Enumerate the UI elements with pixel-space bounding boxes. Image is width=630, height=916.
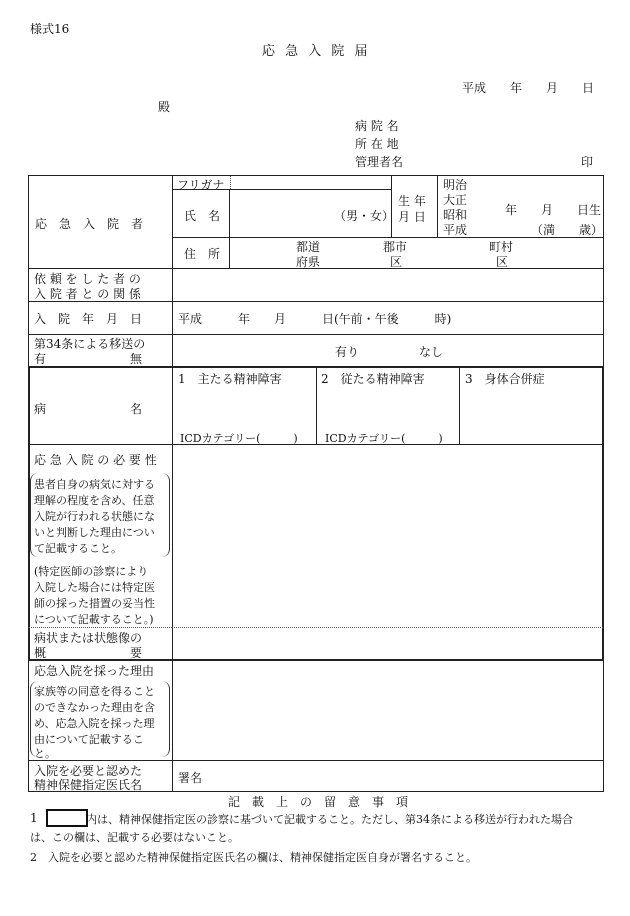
hospital-name-label: 病 院 名 [355,119,399,133]
transfer-value: 有り なし [335,345,444,359]
form-title: 応 急 入 院 届 [262,44,371,59]
birth-ymd: 年 月 日生 [505,203,602,217]
manager-label: 管理者名 [355,155,404,169]
bold-box-sample [46,809,88,827]
city-1: 郡市 [383,240,408,254]
era-meiji: 明治 [443,178,468,192]
disease-label: 病 名 [34,402,143,416]
disease-main: 1 主たる精神障害 [178,372,282,386]
reason-note-2: のできなかった理由を含 [34,701,155,714]
transfer-label-1: 第34条による移送の [34,337,146,351]
necessity-label: 応 急 入 院 の 必 要 性 [34,453,157,467]
admission-date-value: 平成 年 月 日(午前・午後 時) [178,312,452,326]
era-heisei: 平成 [443,223,468,237]
designated-note-3: 師の採った措置の妥当性 [34,597,155,610]
birth-label-1: 生 年 [398,194,426,208]
name-label: 氏 名 [184,209,221,223]
form-number: 様式16 [30,22,70,36]
disease-physical: 3 身体合併症 [465,372,545,386]
reason-note-5: と。 [34,747,56,760]
address-row-label: 住 所 [184,247,221,261]
signature-label: 署名 [178,771,203,785]
note-2: 2 入院を必要と認めた精神保健指定医氏名の欄は、精神保健指定医自身が署名すること。 [30,851,477,864]
requester-label-2: 入 院 者 と の 関 係 [34,287,141,301]
reason-note-4: 由について記載するこ [34,733,144,746]
admission-date-label: 入 院 年 月 日 [34,312,143,326]
sex-choice: （男・女） [334,209,395,223]
age: （満 歳） [531,223,604,237]
date-line: 平成 年 月 日 [462,81,595,95]
condition-label-2: 概 要 [34,646,143,660]
furigana-label: フリガナ [177,178,225,192]
reason-note-1: 家族等の同意を得ること [34,685,155,698]
pref-2: 府県 [296,255,321,269]
icd-sub: ICDカテゴリー( ) [325,432,443,445]
designated-note-4: について記載すること。) [34,613,154,626]
necessity-note-5: て記載すること。 [34,542,122,555]
note-1-number: 1 [30,811,38,825]
transfer-label-2: 有 無 [34,352,143,366]
note-1-line-a: 内は、精神保健指定医の診察に基づいて記載すること。ただし、第34条による移送が行われた場合 [86,813,573,826]
seal-mark: 印 [581,155,594,169]
requester-label-1: 依 頼 を し た 者 の [34,272,141,286]
town-1: 町村 [489,240,514,254]
disease-sub: 2 従たる精神障害 [321,372,425,386]
addressee: 殿 [158,100,171,114]
reason-label: 応急入院を採った理由 [34,664,155,678]
note-1-line-b: は、この欄は、記載する必要はないこと。 [30,831,239,844]
condition-label-1: 病状または状態像の [34,631,143,645]
necessity-note-3: 入院が行われる状態にな [34,510,155,523]
icd-main: ICDカテゴリー( ) [180,432,298,445]
patient-section-label: 応 急 入 院 者 [35,217,144,231]
town-2: 区 [496,255,509,269]
doctor-label-1: 入院を必要と認めた [34,764,143,778]
necessity-note-4: いと判断した理由につい [34,526,155,539]
designated-note-1: (特定医師の診察により [34,565,149,578]
pref-1: 都道 [296,240,321,254]
city-2: 区 [390,255,403,269]
doctor-label-2: 精神保健指定医氏名 [34,778,143,792]
designated-note-2: 入院した場合には特定医 [34,581,155,594]
address-label: 所 在 地 [355,137,399,151]
notes-heading: 記 載 上 の 留 意 事 項 [228,795,409,809]
necessity-note-1: 患者自身の病気に対する [34,478,155,491]
era-taisho: 大正 [443,193,468,207]
era-showa: 昭和 [443,208,468,222]
reason-note-3: め、応急入院を採った理 [34,717,155,730]
birth-label-2: 月 日 [398,210,426,224]
necessity-note-2: 理解の程度を含め、任意 [34,494,155,507]
